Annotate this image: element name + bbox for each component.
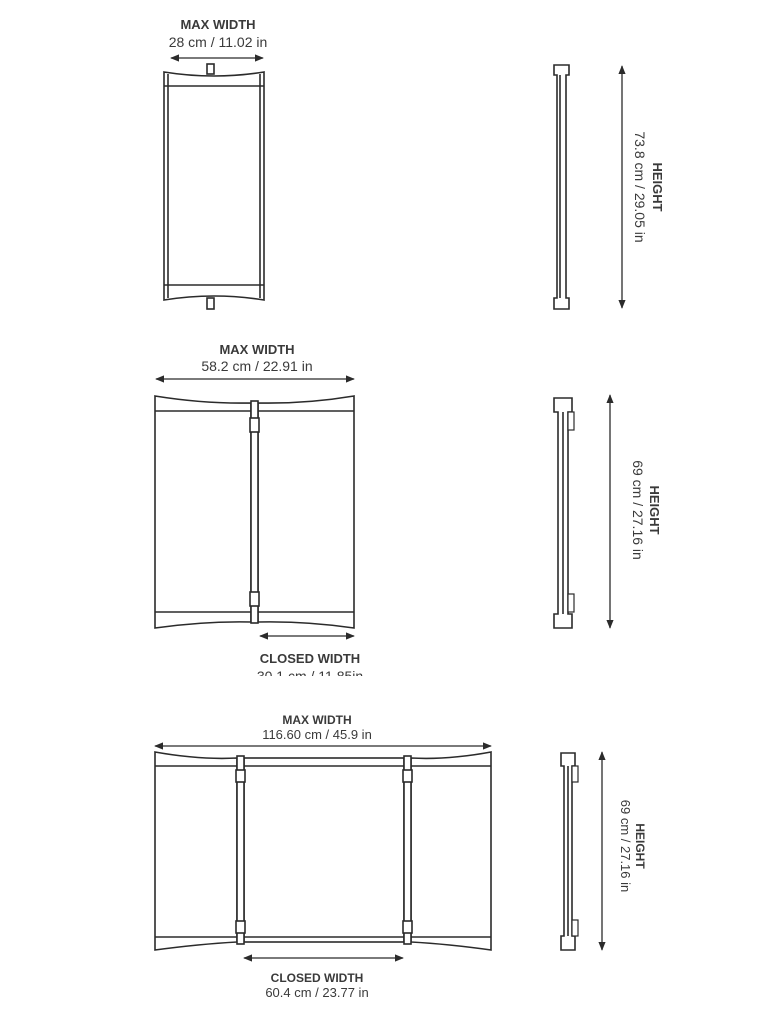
- figure-3-left-hinge-top: [236, 770, 245, 782]
- figure-1-panel: [164, 72, 264, 300]
- figure-3-side-view: [561, 752, 647, 950]
- figure-2-height-title: HEIGHT: [647, 485, 662, 535]
- figure-1-max-width-title: MAX WIDTH: [180, 17, 256, 32]
- figure-2-side-hinge-top: [568, 412, 574, 430]
- figure-1-side-profile: [554, 65, 569, 309]
- figure-2-side-hinge-bottom: [568, 594, 574, 612]
- figure-3-front-view: [155, 713, 491, 1000]
- figure-3-left-hinge-bar: [237, 756, 244, 944]
- figure-3: [155, 713, 647, 1000]
- figure-1-max-width-value: 28 cm / 11.02 in: [168, 34, 268, 50]
- figure-2-front-view: [155, 342, 400, 690]
- figure-2-hinge-bar: [251, 401, 258, 623]
- figure-3-side-hinge-top: [572, 766, 578, 782]
- figure-3-right-hinge-top: [403, 770, 412, 782]
- figure-3-right-panel: [411, 752, 491, 950]
- figure-3-right-hinge-bottom: [403, 921, 412, 933]
- figure-3-right-hinge-bar: [404, 756, 411, 944]
- figure-2-closed-width-title: CLOSED WIDTH: [259, 651, 361, 666]
- figure-2-hinge-bottom: [250, 592, 259, 606]
- figure-2-left-panel: [155, 396, 251, 628]
- figure-3-height-title: HEIGHT: [633, 823, 647, 869]
- figure-2-max-width-title: MAX WIDTH: [219, 342, 295, 357]
- figure-2: [155, 342, 662, 690]
- figure-3-middle-panel: [244, 758, 404, 942]
- figure-3-left-hinge-bottom: [236, 921, 245, 933]
- figure-3-closed-width-title: CLOSED WIDTH: [270, 971, 364, 985]
- figure-3-max-width-title: MAX WIDTH: [282, 713, 352, 727]
- figure-1-front-view: [164, 17, 267, 309]
- figure-3-side-hinge-bottom: [572, 920, 578, 936]
- figure-1-top-knob: [207, 64, 214, 74]
- figure-1: [164, 17, 665, 309]
- figure-1-side-view: [554, 65, 665, 309]
- figure-3-left-panel: [155, 752, 237, 950]
- figure-3-max-width-value: 116.60 cm / 45.9 in: [262, 727, 372, 742]
- figure-2-crop-mask: [230, 676, 400, 690]
- figure-2-side-view: [554, 395, 662, 628]
- figure-2-max-width-value: 58.2 cm / 22.91 in: [201, 358, 313, 374]
- figure-1-height-value: 73.8 cm / 29.05 in: [632, 131, 648, 243]
- figure-3-height-value: 69 cm / 27.16 in: [618, 799, 633, 893]
- figure-2-right-panel: [258, 396, 354, 628]
- figure-3-closed-width-value: 60.4 cm / 23.77 in: [265, 985, 369, 1000]
- figure-1-height-title: HEIGHT: [650, 162, 665, 212]
- figure-2-height-value: 69 cm / 27.16 in: [630, 460, 646, 560]
- figure-1-bottom-knob: [207, 298, 214, 309]
- figure-2-hinge-top: [250, 418, 259, 432]
